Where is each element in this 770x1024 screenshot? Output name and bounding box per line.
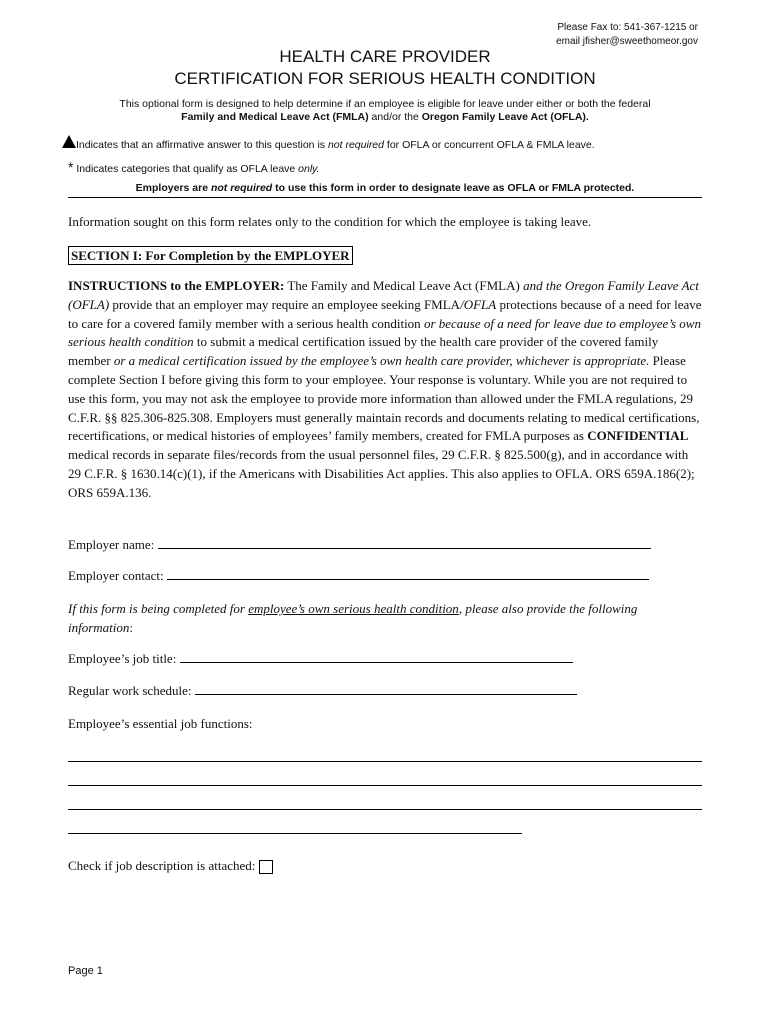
- instructions-text: to submit a medical certification issued by the health care provider of the covered family member: [68, 334, 659, 369]
- instructions-emphasis: /OFLA: [460, 296, 497, 312]
- employer-name-label: Employer name:: [68, 537, 155, 552]
- asterisk-icon: *: [68, 159, 74, 175]
- asterisk-note: [68, 160, 708, 176]
- triangle-note: [62, 135, 722, 152]
- form-title-line-2: CERTIFICATION FOR SERIOUS HEALTH CONDITION: [174, 69, 596, 88]
- work-schedule-label: Regular work schedule:: [68, 683, 192, 698]
- instructions-text: Please complete Section I before giving this form to your employee. Your response is voluntary. While you are not required to use this form, you may not ask the employee to provide more information than allowed under the FMLA regulations, 29 C.F.R. §§ 825.306-825.308. Employers must generally maintain records and documents relating to medical certifications, recertifications, or medical histories of employees’ family members, created for FMLA purposes as: [68, 353, 700, 444]
- employer-instructions: [68, 277, 704, 503]
- own-condition-text-end: , please also provide the following information: [68, 601, 638, 635]
- job-description-checkbox[interactable]: [259, 860, 273, 874]
- ofla-name: Oregon Family Leave Act (OFLA).: [421, 111, 589, 123]
- job-description-row: [68, 857, 273, 875]
- employers-note: [60, 181, 710, 195]
- own-condition-note: [68, 600, 704, 638]
- instructions-text: medical records in separate files/records from the usual personnel files, 29 C.F.R. § 825.500(g), and in accordance with 29 C.F.R. § 1630.14(c)(1), if the Americans with Disabilities Act applies. This also applies to OFLA. ORS 659A.186(2); ORS 659A.136.: [68, 447, 695, 500]
- employer-contact-label: Employer contact:: [68, 568, 164, 583]
- header-divider: [68, 197, 702, 198]
- essential-functions-line-1[interactable]: [68, 761, 702, 762]
- essential-functions-line-3[interactable]: [68, 809, 702, 810]
- warning-triangle-icon: [62, 135, 76, 148]
- confidential-emphasis: CONFIDENTIAL: [587, 428, 689, 444]
- fmla-name: Family and Medical Leave Act (FMLA): [181, 111, 369, 123]
- info-statement: Information sought on this form relates only to the condition for which the employee is taking leave.: [68, 214, 592, 229]
- instructions-emphasis: and the Oregon Family Leave Act (OFLA): [68, 278, 699, 312]
- own-condition-colon: :: [129, 619, 134, 635]
- fax-line-1: Please Fax to: 541-367-1215 or: [557, 22, 698, 33]
- employers-note-emphasis: not required: [210, 182, 273, 194]
- instructions-emphasis: or a medical certification issued by the employee’s own health care provider, whichever is appropriate.: [113, 353, 650, 369]
- instructions-text: protections because of a need for leave to care for a covered family member with a serious health condition: [68, 296, 702, 331]
- work-schedule-row: [68, 682, 577, 700]
- triangle-note-text-end: for OFLA or concurrent OFLA & FMLA leave.: [384, 139, 595, 151]
- work-schedule-field[interactable]: [195, 682, 577, 695]
- instructions-emphasis: or because of a need for leave due to employee’s own serious health condition: [68, 315, 701, 350]
- instructions-text: provide that an employer may require an employee seeking FMLA: [109, 296, 461, 312]
- fax-contact: [508, 21, 698, 49]
- employers-note-text-end: to use this form in order to designate leave as OFLA or FMLA protected.: [272, 182, 635, 194]
- section-1-heading: SECTION I: For Completion by the EMPLOYER: [68, 246, 353, 265]
- job-title-row: [68, 650, 573, 668]
- triangle-note-emphasis: not required: [327, 139, 384, 151]
- essential-functions-label: Employee’s essential job functions:: [68, 716, 253, 731]
- job-title-field[interactable]: [180, 650, 573, 663]
- own-condition-text: If this form is being completed for: [68, 601, 249, 616]
- asterisk-note-text: Indicates categories that qualify as OFLA leave: [73, 163, 299, 175]
- essential-functions-line-2[interactable]: [68, 785, 702, 786]
- fax-line-2: email jfisher@sweethomeor.gov: [556, 36, 698, 47]
- employer-name-row: [68, 536, 651, 554]
- own-condition-underlined: employee’s own serious health condition: [248, 601, 459, 616]
- instructions-label: INSTRUCTIONS to the EMPLOYER:: [68, 278, 285, 293]
- form-title-line-1: HEALTH CARE PROVIDER: [279, 47, 491, 66]
- intro-line-2: [60, 110, 710, 124]
- job-description-label: Check if job description is attached:: [68, 858, 256, 873]
- intro-andor: and/or the: [368, 111, 422, 123]
- employer-contact-field[interactable]: [167, 567, 649, 580]
- triangle-note-text: Indicates that an affirmative answer to this question is: [76, 139, 328, 151]
- asterisk-note-emphasis: only.: [298, 163, 320, 175]
- essential-functions-line-4[interactable]: [68, 833, 522, 834]
- intro-line-1: This optional form is designed to help determine if an employee is eligible for leave under either or both the federal: [119, 98, 651, 110]
- job-title-label: Employee’s job title:: [68, 651, 177, 666]
- employer-name-field[interactable]: [158, 536, 651, 549]
- instructions-text: The Family and Medical Leave Act (FMLA): [284, 278, 524, 293]
- employer-contact-row: [68, 567, 649, 585]
- page-number: Page 1: [68, 965, 103, 977]
- employers-note-text: Employers are: [135, 182, 211, 194]
